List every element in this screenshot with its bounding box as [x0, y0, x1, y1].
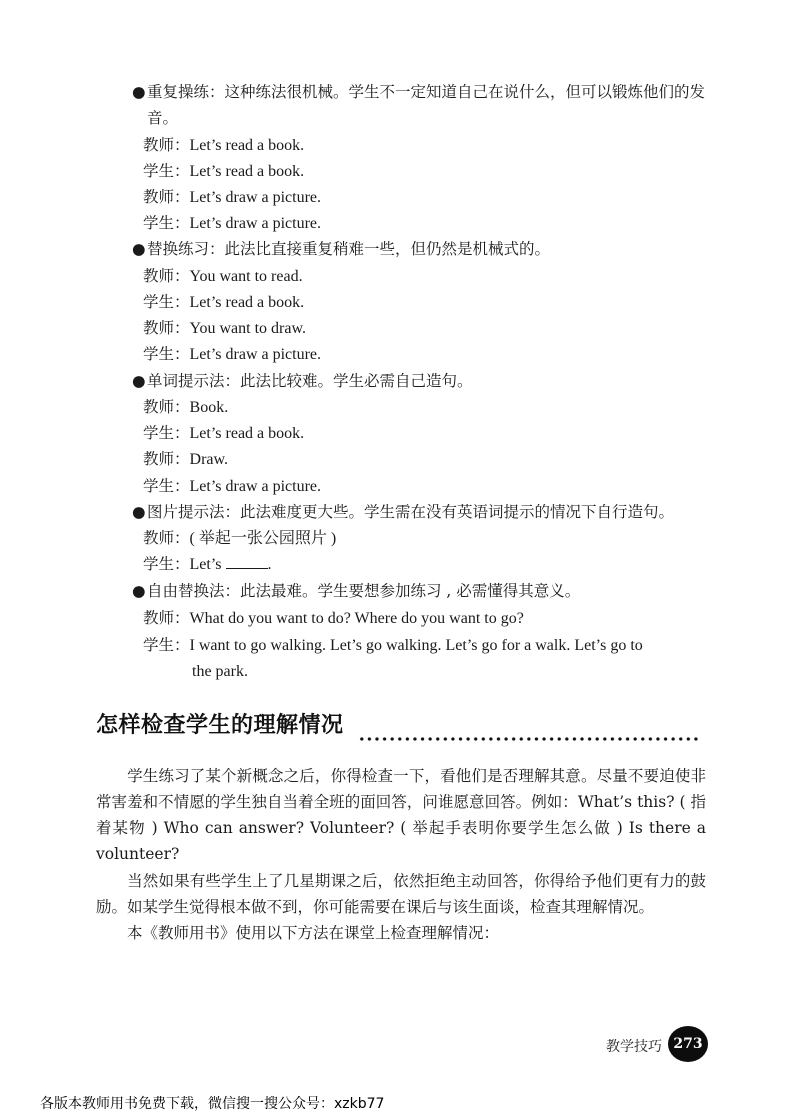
speaker: 教师 — [143, 450, 175, 468]
dialogue-line: 学生：Let’s draw a picture. — [143, 341, 703, 368]
utterance: You want to draw. — [189, 320, 306, 337]
bullet-title: 单词提示法：此法比较难。学生必需自己造句。 — [147, 372, 473, 390]
fill-in-blank — [226, 554, 268, 569]
heading-title: 怎样检查学生的理解情况 — [96, 713, 344, 738]
footer-section-label: 教学技巧 — [606, 1039, 662, 1055]
dialogue-line: 学生：Let’s draw a picture. — [143, 473, 703, 500]
bullet-item-picture-cue — [132, 499, 712, 525]
utterance: Let’s read a book. — [189, 425, 305, 442]
utterance: Book. — [189, 399, 229, 416]
dialogue-line: 教师：You want to read. — [143, 263, 703, 290]
utterance: Let’s — [189, 556, 222, 573]
bullet-dot-icon: ● — [132, 240, 146, 258]
dialogue-line: 教师：Draw. — [143, 446, 703, 473]
utterance: I want to go walking. Let’s go walking. Let’s go for a walk. Let’s go to — [189, 637, 643, 654]
dialogue-line: 教师：You want to draw. — [143, 315, 703, 342]
bullet-title: 替换练习：此法比直接重复稍难一些，但仍然是机械式的。 — [147, 240, 551, 258]
dialogue-line: 教师：Let’s read a book. — [143, 132, 703, 159]
speaker: 教师 — [143, 319, 175, 337]
dotted-leader — [358, 736, 700, 742]
paragraph-text: 本《教师用书》使用以下方法在课堂上检查理解情况： — [127, 924, 500, 942]
dialogue-line: 学生：I want to go walking. Let’s go walking. Let’s go for a walk. Let’s go to the park. — [143, 632, 703, 685]
bullet-title: 图片提示法：此法难度更大些。学生需在没有英语词提示的情况下自行造句。 — [147, 503, 675, 521]
speaker: 教师 — [143, 188, 175, 206]
dialogue-line: 教师：( 举起一张公园照片 ) — [143, 525, 703, 552]
dialogue-line: 教师：Let’s draw a picture. — [143, 184, 703, 211]
speaker: 学生 — [143, 555, 175, 573]
utterance: ( 举起一张公园照片 ) — [189, 530, 337, 547]
speaker: 学生 — [143, 345, 175, 363]
dialogue-line: 学生：Let’s draw a picture. — [143, 210, 703, 237]
dialogue-line: 教师：Book. — [143, 394, 703, 421]
utterance: Let’s draw a picture. — [189, 478, 322, 495]
dialogue-line: 学生：Let’s read a book. — [143, 289, 703, 316]
section-heading — [96, 710, 700, 746]
speaker: 教师 — [143, 529, 175, 547]
speaker: 教师 — [143, 609, 175, 627]
watermark-text: 各版本教师用书免费下载，微信搜一搜公众号：xzkb77 — [40, 1096, 385, 1112]
paragraph-text: 当然如果有些学生上了几星期课之后，依然拒绝主动回答，你得给予他们更有力的鼓励。如某学生觉得根本做不到，你可能需要在课后与该生面谈，检查其理解情况。 — [96, 872, 706, 916]
bullet-dot-icon: ● — [132, 582, 146, 600]
dialogue-line: 学生：Let’s read a book. — [143, 158, 703, 185]
bullet-item-free-substitution — [132, 578, 712, 604]
utterance: Let’s draw a picture. — [189, 215, 322, 232]
utterance: Let’s draw a picture. — [189, 346, 322, 363]
body-paragraph — [96, 763, 706, 867]
paragraph-text: 学生练习了某个新概念之后，你得检查一下，看他们是否理解其意。尽量不要迫使非常害羞和不情愿的学生独自当着全班的面回答，问谁愿意回答。例如：What’s this? ( 指着某物 ) Who can answer? Volunteer? ( 举起手表明你要学生怎么做 ) Is there a volunteer? — [96, 767, 706, 863]
utterance: Let’s read a book. — [189, 294, 305, 311]
body-paragraph — [96, 920, 706, 946]
body-paragraph — [96, 868, 706, 920]
utterance: Let’s read a book. — [189, 137, 305, 154]
speaker: 学生 — [143, 477, 175, 495]
speaker: 教师 — [143, 267, 175, 285]
speaker: 学生 — [143, 636, 175, 654]
bullet-item-repetition — [132, 79, 712, 131]
dialogue-line: 学生：Let’s . — [143, 551, 703, 578]
utterance-continued: the park. — [192, 663, 248, 680]
bullet-item-word-cue — [132, 368, 712, 394]
speaker: 教师 — [143, 398, 175, 416]
bullet-title: 自由替换法：此法最难。学生要想参加练习 , 必需懂得其意义。 — [147, 582, 581, 600]
bullet-dot-icon: ● — [132, 372, 146, 390]
bullet-item-substitution — [132, 236, 712, 262]
bullet-dot-icon: ● — [132, 83, 146, 101]
bullet-title: 重复操练：这种练法很机械。学生不一定知道自己在说什么，但可以锻炼他们的发音。 — [147, 83, 706, 127]
utterance: Draw. — [189, 451, 229, 468]
bullet-dot-icon: ● — [132, 503, 146, 521]
utterance: Let’s read a book. — [189, 163, 305, 180]
page-number-badge: 273 — [668, 1026, 708, 1062]
utterance: Let’s draw a picture. — [189, 189, 322, 206]
speaker: 学生 — [143, 162, 175, 180]
speaker: 学生 — [143, 214, 175, 232]
dialogue-line: 教师：What do you want to do? Where do you want to go? — [143, 605, 703, 632]
speaker: 学生 — [143, 293, 175, 311]
utterance: What do you want to do? Where do you want to go? — [189, 610, 524, 627]
dialogue-line: 学生：Let’s read a book. — [143, 420, 703, 447]
speaker: 学生 — [143, 424, 175, 442]
speaker: 教师 — [143, 136, 175, 154]
utterance: You want to read. — [189, 268, 303, 285]
